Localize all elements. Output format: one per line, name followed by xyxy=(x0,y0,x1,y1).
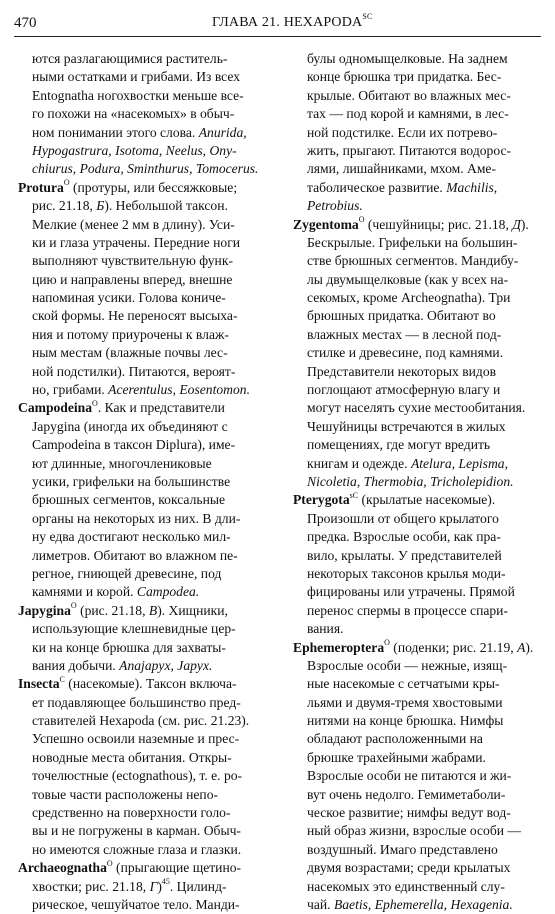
text-line xyxy=(293,528,555,546)
text-segment: ческое развитие; нимфы ведут вод- xyxy=(307,805,511,821)
text-segment: усики, грифельки на большинстве xyxy=(32,473,231,489)
text-segment: вы и не погружены в карман. Обыч- xyxy=(32,823,241,839)
text-line xyxy=(293,583,555,601)
text-line xyxy=(293,896,555,914)
text-segment: хвостки; рис. 21.18, xyxy=(32,878,150,894)
text-line xyxy=(18,620,280,638)
text-line xyxy=(18,289,280,307)
text-segment: регное, гниющей древесине, под xyxy=(32,565,222,581)
text-segment: (рис. 21.18, xyxy=(76,602,149,618)
text-line xyxy=(18,105,280,123)
text-line xyxy=(293,436,555,454)
text-segment: средственно на поверхности голо- xyxy=(32,805,231,821)
text-line xyxy=(18,344,280,362)
text-segment: ну едва достигают несколько мил- xyxy=(32,529,231,545)
text-line xyxy=(18,50,280,68)
text-line xyxy=(293,160,555,178)
text-segment: предка. Взрослые особи, как пра- xyxy=(307,529,501,545)
text-line xyxy=(293,547,555,565)
text-line xyxy=(18,436,280,454)
genus-names: Machilis, xyxy=(446,179,498,195)
text-line xyxy=(293,712,555,730)
text-line xyxy=(293,491,555,509)
rank-superscript: O xyxy=(384,637,390,647)
text-line xyxy=(18,528,280,546)
text-line xyxy=(18,326,280,344)
text-segment: перенос спермы в процессе спари- xyxy=(307,602,508,618)
text-line xyxy=(18,896,280,914)
text-segment: Мелкие (менее 2 мм в длину). Уси- xyxy=(32,216,235,232)
text-segment: вут очень недолго. Гемиметабoли- xyxy=(307,786,506,802)
text-line xyxy=(18,602,280,620)
text-line xyxy=(18,639,280,657)
text-segment: рическое, чешуйчатое тело. Манди- xyxy=(32,896,240,912)
genus-names: Nicoletia, Thermobia, Tricholepidion. xyxy=(307,473,514,489)
text-segment: вило, крылаты. У представителей xyxy=(307,547,502,563)
text-line xyxy=(18,455,280,473)
genus-names: Г xyxy=(149,878,158,894)
text-line xyxy=(18,841,280,859)
text-segment: брюшных придатка. Обитают во xyxy=(307,308,496,324)
genus-names: Atelura, Lepisma, xyxy=(410,455,508,471)
text-segment: ) xyxy=(157,878,162,894)
text-line xyxy=(293,399,555,417)
text-column-left xyxy=(18,50,280,914)
text-segment: ном понимании этого слова. xyxy=(32,124,199,140)
text-segment: жить, прыгают. Питаются водорос- xyxy=(307,142,512,158)
text-segment: органы на некоторых из них. В дли- xyxy=(32,510,241,526)
text-segment: Бескрылые. Грифельки на большин- xyxy=(307,234,518,250)
text-segment: булы одномыщелковые. На заднем xyxy=(307,51,508,66)
text-line xyxy=(293,234,555,252)
text-segment: ской формы. Не переносят высыха- xyxy=(32,308,238,324)
text-segment: (крылатые насекомые). xyxy=(358,492,496,508)
text-line xyxy=(18,510,280,528)
text-segment: ). Хищники, xyxy=(157,602,228,618)
text-line xyxy=(293,841,555,859)
text-segment: ются разлагающимися раститель- xyxy=(32,51,228,66)
text-segment: Japygina (иногда их объединяют с xyxy=(32,418,228,434)
text-line xyxy=(18,307,280,325)
text-segment: рис. 21.18, xyxy=(32,198,97,214)
text-line xyxy=(293,565,555,583)
text-segment: ки на конце брюшка для захваты- xyxy=(32,639,226,655)
text-segment: конце брюшка три придатка. Бес- xyxy=(307,69,502,85)
text-segment: ки и глаза утрачены. Передние ноги xyxy=(32,234,241,250)
rank-superscript: O xyxy=(92,398,98,408)
text-line xyxy=(293,786,555,804)
text-segment: ные насекомые с сетчатыми кры- xyxy=(307,676,500,692)
text-segment: лями, лишайниками, мхом. Аме- xyxy=(307,161,496,177)
taxon-name: Campodeina xyxy=(18,400,93,416)
text-line xyxy=(18,547,280,565)
taxon-name: Ephemeroptera xyxy=(293,639,385,655)
text-segment: помещениях, где могут вредить xyxy=(307,437,491,453)
text-line xyxy=(18,142,280,160)
text-line xyxy=(293,68,555,86)
taxon-name: Protura xyxy=(18,179,64,195)
text-line xyxy=(18,160,280,178)
text-segment: Campodeina в таксон Diplura), име- xyxy=(32,437,236,453)
text-line xyxy=(293,602,555,620)
text-segment: напоминая усики. Голова кониче- xyxy=(32,290,226,306)
text-line xyxy=(18,399,280,417)
text-line xyxy=(293,418,555,436)
rank-superscript: sC xyxy=(349,490,359,500)
text-line xyxy=(18,363,280,381)
text-segment: могут населять сухие местообитания. xyxy=(307,400,526,416)
text-segment: некоторых таксонов крылья моди- xyxy=(307,565,506,581)
text-line xyxy=(293,381,555,399)
taxon-name: Pterygota xyxy=(293,492,350,508)
text-line xyxy=(293,639,555,657)
text-segment: стилке и древесине, под камнями. xyxy=(307,345,504,361)
text-line xyxy=(293,197,555,215)
text-line xyxy=(18,712,280,730)
text-segment: чай. xyxy=(307,896,334,912)
text-segment: лы двумыщелковые (как у всех на- xyxy=(307,271,509,287)
text-segment: товые части расположены непо- xyxy=(32,786,219,802)
text-segment: поглощают атмосферную влагу и xyxy=(307,382,501,398)
running-header xyxy=(14,8,541,37)
text-segment: ной подстилки). Питаются, вероят- xyxy=(32,363,236,379)
text-line xyxy=(18,473,280,491)
running-title-text: ГЛАВА 21. HEXAPODA xyxy=(212,15,363,30)
text-segment: (чешуйницы; рис. 21.18, xyxy=(364,216,513,232)
text-segment: Произошли от общего крылатого xyxy=(307,510,499,526)
genus-names: chiurus, Podura, Sminthurus, Tomocerus. xyxy=(32,161,259,177)
rank-superscript: C xyxy=(59,674,65,684)
text-segment: ют длинные, многочлениковые xyxy=(32,455,212,471)
text-segment: камнями и корой. xyxy=(32,584,137,600)
genus-names: Б xyxy=(96,198,105,214)
text-line xyxy=(293,271,555,289)
text-line xyxy=(18,216,280,234)
text-segment: Успешно освоили наземные и прес- xyxy=(32,731,240,747)
text-column-right xyxy=(293,50,555,914)
text-line xyxy=(18,124,280,142)
text-line xyxy=(293,878,555,896)
text-line xyxy=(293,675,555,693)
text-segment: (прыгающие щетино- xyxy=(112,860,242,876)
text-line xyxy=(293,216,555,234)
text-line xyxy=(293,363,555,381)
text-segment: ). Небольшой таксон. xyxy=(104,198,228,214)
text-segment: ния и потому приурочены к влаж- xyxy=(32,326,229,342)
text-segment: ной подстилке. Если их потревo- xyxy=(307,124,498,140)
text-segment: воздушный. Имаго представлено xyxy=(307,841,498,857)
text-segment: ными остатками и грибами. Из всех xyxy=(32,69,241,85)
text-line xyxy=(293,694,555,712)
text-segment: обладают расположенными на xyxy=(307,731,483,747)
text-segment: (поденки; рис. 21.19, xyxy=(389,639,518,655)
text-segment: ). xyxy=(520,216,529,232)
genus-names: Acerentulus, Eosentomon. xyxy=(108,382,250,398)
taxon-name: Insecta xyxy=(18,676,60,692)
genus-names: Campodea. xyxy=(136,584,200,600)
text-segment: льями и двумя-тремя хвостовыми xyxy=(307,694,503,710)
rank-superscript: O xyxy=(63,178,70,188)
text-segment: Взрослые особи — нежные, изящ- xyxy=(307,657,508,673)
text-segment: цию и направлены вперед, внешне xyxy=(32,271,233,287)
text-line xyxy=(18,657,280,675)
text-line xyxy=(18,234,280,252)
text-segment: ным местам (влажные почвы лес- xyxy=(32,345,228,361)
text-segment: но, грибами. xyxy=(32,382,109,398)
rank-superscript: 45 xyxy=(161,877,170,887)
text-segment: Чешуйницы встречаются в жилых xyxy=(307,418,506,434)
text-segment: влажных местах — в лесной под- xyxy=(307,326,502,342)
text-segment: насекомых это единственный слу- xyxy=(307,878,505,894)
text-line xyxy=(18,749,280,767)
running-title xyxy=(212,12,373,31)
text-line xyxy=(18,197,280,215)
text-line xyxy=(18,381,280,399)
text-line xyxy=(18,491,280,509)
text-segment: фицированы или утрачены. Прямой xyxy=(307,584,515,600)
text-line xyxy=(293,344,555,362)
text-line xyxy=(18,565,280,583)
text-segment: но имеются сложные глаза и глазки. xyxy=(32,841,242,857)
genus-names: Petrobius. xyxy=(307,198,363,214)
genus-names: Д xyxy=(512,216,521,232)
text-line xyxy=(293,50,555,68)
text-line xyxy=(293,804,555,822)
genus-names: Baetis, Ephemerella, Hexagenia. xyxy=(333,896,513,912)
text-line xyxy=(293,252,555,270)
text-segment: выполняют чувствительную функ- xyxy=(32,253,233,269)
text-segment: двумя возрастами; среди крылатых xyxy=(307,860,511,876)
text-segment: тах — под корой и камнями, в лес- xyxy=(307,106,509,122)
text-line xyxy=(18,583,280,601)
genus-names: А xyxy=(517,639,526,655)
text-segment: ). xyxy=(525,639,534,655)
page-number: 470 xyxy=(14,15,37,31)
text-segment: Взрослые особи не питаются и жи- xyxy=(307,768,512,784)
text-line xyxy=(18,675,280,693)
text-segment: лиметров. Обитают во влажном пе- xyxy=(32,547,238,563)
rank-superscript: O xyxy=(106,858,113,868)
text-line xyxy=(293,289,555,307)
text-segment: го похожи на «насекомых» в обыч- xyxy=(32,106,235,122)
text-line xyxy=(293,179,555,197)
text-line xyxy=(293,620,555,638)
text-line xyxy=(293,455,555,473)
text-line xyxy=(18,271,280,289)
taxon-name: Archaeognatha xyxy=(18,860,107,876)
text-line xyxy=(293,749,555,767)
text-line xyxy=(18,418,280,436)
text-line xyxy=(18,767,280,785)
genus-names: Anajapyx, Japyx. xyxy=(119,657,213,673)
text-line xyxy=(18,179,280,197)
text-line xyxy=(293,142,555,160)
text-line xyxy=(293,510,555,528)
text-line xyxy=(293,105,555,123)
text-segment: стве брюшных сегментов. Мандибу- xyxy=(307,253,519,269)
text-line xyxy=(293,87,555,105)
text-segment: секомых, кроме Archeognatha). Три xyxy=(307,290,511,306)
text-line xyxy=(293,767,555,785)
text-line xyxy=(293,730,555,748)
text-line xyxy=(293,657,555,675)
text-segment: использующие клешневидные цер- xyxy=(32,621,236,637)
text-line xyxy=(293,822,555,840)
rank-superscript: O xyxy=(358,214,365,224)
text-segment: брюшке трахейными жабрами. xyxy=(307,749,486,765)
text-line xyxy=(18,804,280,822)
text-segment: вания добычи. xyxy=(32,657,120,673)
text-segment: точелюстные (ectognathous), т. е. ро- xyxy=(32,768,243,784)
text-line xyxy=(18,730,280,748)
text-segment: таболическое развитие. xyxy=(307,179,447,195)
text-segment: брюшных сегментов, коксальные xyxy=(32,492,226,508)
text-segment: Представители некоторых видов xyxy=(307,363,497,379)
text-segment: Entognatha ногохвостки меньше все- xyxy=(32,87,244,103)
text-line xyxy=(293,307,555,325)
genus-names: Anurida, xyxy=(198,124,247,140)
text-segment: крылые. Обитают во влажных мес- xyxy=(307,87,511,103)
text-segment: ный образ жизни, взрослые особи — xyxy=(307,823,522,839)
text-segment: . Цилинд- xyxy=(169,878,227,894)
text-segment: книгам и одежде. xyxy=(307,455,411,471)
genus-names: Hypogastrura, Isotoma, Neelus, Ony- xyxy=(32,142,237,158)
running-title-superscript: SC xyxy=(362,12,373,22)
text-line xyxy=(293,473,555,491)
text-segment: ставителей Hexapoda (см. рис. 21.23). xyxy=(32,713,250,729)
text-line xyxy=(18,878,280,896)
genus-names: В xyxy=(148,602,158,618)
taxon-name: Japygina xyxy=(18,602,71,618)
text-line xyxy=(293,124,555,142)
text-line xyxy=(293,326,555,344)
text-line xyxy=(18,68,280,86)
text-line xyxy=(18,87,280,105)
rank-superscript: O xyxy=(70,601,77,611)
text-segment: новодные места обитания. Откры- xyxy=(32,749,232,765)
text-line xyxy=(18,252,280,270)
text-line xyxy=(18,694,280,712)
text-segment: . Как и представители xyxy=(97,400,225,416)
text-segment: вания. xyxy=(307,621,344,637)
text-line xyxy=(18,822,280,840)
taxon-name: Zygentoma xyxy=(293,216,359,232)
text-segment: нитями на конце брюшка. Нимфы xyxy=(307,713,504,729)
text-segment: (протуры, или бессяжковые; xyxy=(69,179,238,195)
text-segment: (насекомые). Таксон включа- xyxy=(64,676,237,692)
text-line xyxy=(18,786,280,804)
text-segment: ет подавляющее большинство пред- xyxy=(32,694,241,710)
